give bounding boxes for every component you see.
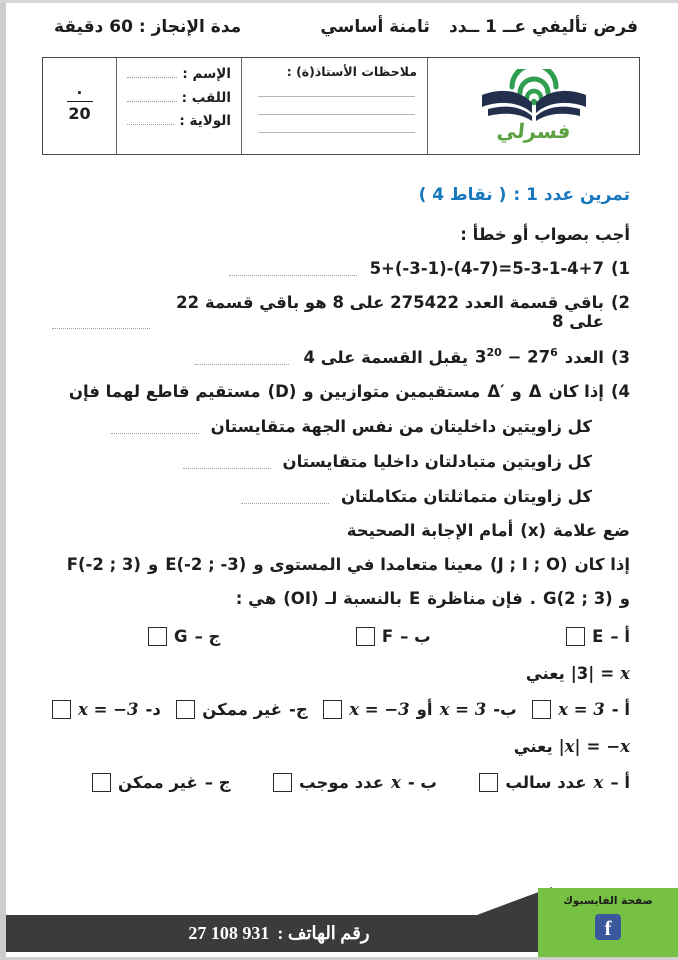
abs-equation-1 <box>52 664 630 683</box>
geometry-options-row <box>52 627 630 646</box>
question-4-sub-3 <box>52 487 592 506</box>
abs2-option-a <box>479 773 630 792</box>
abs2-b-letter: ب - <box>407 772 437 792</box>
geo2-p1: فإن مناظرة <box>427 588 523 608</box>
option-a-letter: أ – <box>610 626 630 646</box>
geometry-option-c-checkbox[interactable] <box>148 627 167 646</box>
grade-level: ثامنة أساسي <box>320 17 430 37</box>
abs1-b-letter: ب- <box>493 699 517 719</box>
first-name-label: الإسم : <box>182 66 231 83</box>
logo-cell <box>427 58 639 154</box>
abs1-a-letter: أ - <box>611 699 630 719</box>
phone-bar <box>6 915 552 952</box>
q4-sub-1-text: كل زاويتين داخليتان من نفس الجهة متقايستان <box>210 416 592 436</box>
score-denominator: 20 <box>68 104 91 123</box>
abs1-option-d <box>52 700 161 719</box>
first-name-field[interactable] <box>127 66 177 78</box>
duration: مدة الإنجاز : 60 دقيقة <box>54 17 242 37</box>
abs1-option-b <box>323 700 516 719</box>
question-1-number: (1 <box>610 259 630 278</box>
geometry-statement-line-1 <box>52 555 630 574</box>
q3-operator: − <box>507 347 522 367</box>
question-2-number: (2 <box>610 293 630 312</box>
question-4 <box>52 382 630 401</box>
abs2-c-text: غير ممكن <box>118 772 198 792</box>
question-1 <box>52 259 630 278</box>
question-4-p2: مستقيمين متوازيين و <box>303 381 481 401</box>
question-3-answer-blank[interactable] <box>195 350 289 364</box>
option-b-value: F <box>381 626 394 646</box>
abs1-b-or: أو <box>416 699 433 719</box>
abs1-lhs: x <box>620 663 630 683</box>
geometry-option-b-checkbox[interactable] <box>356 627 375 646</box>
brand-name: فسرلي <box>495 119 572 143</box>
abs1-equals: = <box>600 663 615 683</box>
geo-p1: إذا كان <box>574 554 630 574</box>
info-box <box>42 57 640 155</box>
delta-prime-symbol: Δ′ <box>487 381 505 401</box>
question-4-sub-1 <box>52 417 592 436</box>
question-3-expression <box>475 346 558 367</box>
abs1-option-a <box>532 700 630 719</box>
exam-body <box>6 185 678 792</box>
abs1-means: يعني <box>525 663 565 683</box>
abs2-option-b-checkbox[interactable] <box>273 773 292 792</box>
option-c-letter: ج – <box>194 626 221 646</box>
geo2-p3: هي : <box>235 588 277 608</box>
abs2-b-math: x <box>390 772 401 792</box>
geo2-period: . <box>529 588 537 608</box>
last-name-label: اللقب : <box>181 89 231 106</box>
score-numerator: · <box>76 84 83 102</box>
abs1-option-c <box>176 700 308 719</box>
abs2-rhs: |x| <box>558 736 581 756</box>
abs2-options-row <box>52 773 630 792</box>
state-label: الولاية : <box>179 113 231 130</box>
abs2-option-c-checkbox[interactable] <box>92 773 111 792</box>
true-false-instruction: أجب بصواب أو خطأ : <box>460 225 630 244</box>
q3-exponent-1: 20 <box>486 346 502 359</box>
geo2-conj: و <box>619 588 630 608</box>
notes-writing-line[interactable] <box>258 97 415 115</box>
mark-x-symbol: (x) <box>520 520 547 540</box>
phone-number: 27 108 931 <box>188 923 270 943</box>
abs2-a-letter: أ – <box>610 772 630 792</box>
question-4-p3: مستقيم قاطع لهما فإن <box>68 381 261 401</box>
q4-sub-2-answer-blank[interactable] <box>183 454 271 468</box>
question-1-answer-blank[interactable] <box>229 262 357 276</box>
geo2-p2: بالنسبة لـ <box>325 588 402 608</box>
abs2-c-letter: ج – <box>204 772 231 792</box>
brand-logo-icon <box>474 69 594 125</box>
abs2-option-a-checkbox[interactable] <box>479 773 498 792</box>
question-3 <box>52 346 630 367</box>
exercise-title <box>52 185 630 205</box>
question-4-number: (4 <box>610 381 630 401</box>
abs2-a-text: عدد سالب <box>505 772 587 792</box>
abs1-d-letter: د- <box>145 699 161 719</box>
student-info-cell <box>116 58 241 154</box>
mark-instruction <box>52 521 630 540</box>
point-G: G(2 ; 3) <box>543 588 613 608</box>
abs2-option-c <box>92 773 231 792</box>
question-2-text: باقي قسمة العدد 275422 على 8 هو باقي قسمة 22 على 8 <box>176 293 604 331</box>
delta-symbol: Δ <box>528 381 542 401</box>
q4-sub-1-answer-blank[interactable] <box>111 419 199 433</box>
question-2 <box>52 293 630 331</box>
notes-writing-line[interactable] <box>258 115 415 133</box>
option-a-value: E <box>592 626 604 646</box>
exercise-title-text: تمرين عدد 1 : <box>513 185 630 205</box>
abs1-option-b-checkbox[interactable] <box>323 700 342 719</box>
teacher-notes-cell <box>241 58 427 154</box>
question-2-answer-blank[interactable] <box>52 315 150 329</box>
mark-instruction-post: أمام الإجابة الصحيحة <box>346 520 514 540</box>
last-name-field[interactable] <box>127 89 177 101</box>
line-D-symbol: (D) <box>267 381 297 401</box>
geo-p2: معينا متعامدا في المستوى و <box>253 554 484 574</box>
q4-sub-3-answer-blank[interactable] <box>241 489 329 503</box>
header <box>6 3 678 37</box>
geometry-statement-line-2 <box>52 589 630 608</box>
exercise-points: ( 4 نقاط ) <box>418 185 507 205</box>
abs1-c-letter: ج- <box>289 699 308 719</box>
q4-sub-2-text: كل زاويتين متبادلتان داخليا متقايستان <box>282 451 592 471</box>
abs2-a-math: x <box>593 772 604 792</box>
point-E: E(-2 ; -3) <box>165 554 247 574</box>
state-field[interactable] <box>127 113 174 125</box>
q3-exponent-2: 6 <box>550 346 558 359</box>
abs-equation-2 <box>52 737 630 756</box>
score-cell <box>43 58 116 154</box>
abs1-rhs: |3| <box>570 663 595 683</box>
point-E-ref: E <box>408 588 421 608</box>
abs1-option-d-checkbox[interactable] <box>52 700 71 719</box>
exam-type: فرض تأليفي عــ 1 ــدد <box>448 17 638 37</box>
axis-OI: (OI) <box>283 588 319 608</box>
abs1-b-math-1: x = 3 <box>439 699 487 719</box>
coordinate-system: (J ; I ; O) <box>490 554 568 574</box>
mark-instruction-pre: ضع علامة <box>553 520 630 540</box>
question-1-expression: 5+(-3-1)-(4-7)=5-3-1-4+7 <box>369 259 604 278</box>
geometry-option-c <box>148 627 220 646</box>
geometry-option-a <box>566 627 630 646</box>
facebook-page-label: صفحة الفايسبوك <box>563 895 653 907</box>
question-3-number: (3 <box>610 347 630 367</box>
q4-sub-3-text: كل زاويتان متماثلتان متكاملتان <box>340 486 592 506</box>
geometry-option-a-checkbox[interactable] <box>566 627 585 646</box>
q3-base-1: 3 <box>475 347 487 367</box>
facebook-panel <box>538 888 678 958</box>
question-4-sub-2 <box>52 452 592 471</box>
option-c-value: G <box>174 626 188 646</box>
point-F: F(-2 ; 3) <box>66 554 141 574</box>
score-fraction-bar <box>67 101 93 102</box>
geometry-option-b <box>356 627 431 646</box>
abs1-d-math: x = −3 <box>78 699 139 719</box>
abs2-equals: = <box>586 736 601 756</box>
geo-conj: و <box>147 554 159 574</box>
exam-page <box>6 3 678 960</box>
abs1-a-math: x = 3 <box>558 699 605 719</box>
notes-writing-line[interactable] <box>258 79 415 97</box>
abs1-b-math-2: x = −3 <box>349 699 410 719</box>
abs2-b-text: عدد موجب <box>299 772 384 792</box>
abs1-option-a-checkbox[interactable] <box>532 700 551 719</box>
option-b-letter: ب – <box>400 626 431 646</box>
teacher-notes-label: ملاحظات الأستاذ(ة) : <box>286 64 417 79</box>
abs2-option-b <box>273 773 437 792</box>
abs1-options-row <box>52 700 630 719</box>
facebook-icon[interactable]: f <box>595 914 621 940</box>
phone-label: رقم الهاتف : <box>277 923 370 943</box>
q3-base-2: 27 <box>527 347 551 367</box>
abs1-c-text: غير ممكن <box>202 699 283 719</box>
question-4-p1: إذا كان <box>548 381 604 401</box>
question-3-tail: يقبل القسمة على 4 <box>303 347 469 367</box>
question-3-lead: العدد <box>564 347 604 367</box>
question-4-conj: و <box>511 381 522 401</box>
abs1-option-c-checkbox[interactable] <box>176 700 195 719</box>
abs2-lhs: −x <box>606 736 630 756</box>
abs2-means: يعني <box>513 736 553 756</box>
